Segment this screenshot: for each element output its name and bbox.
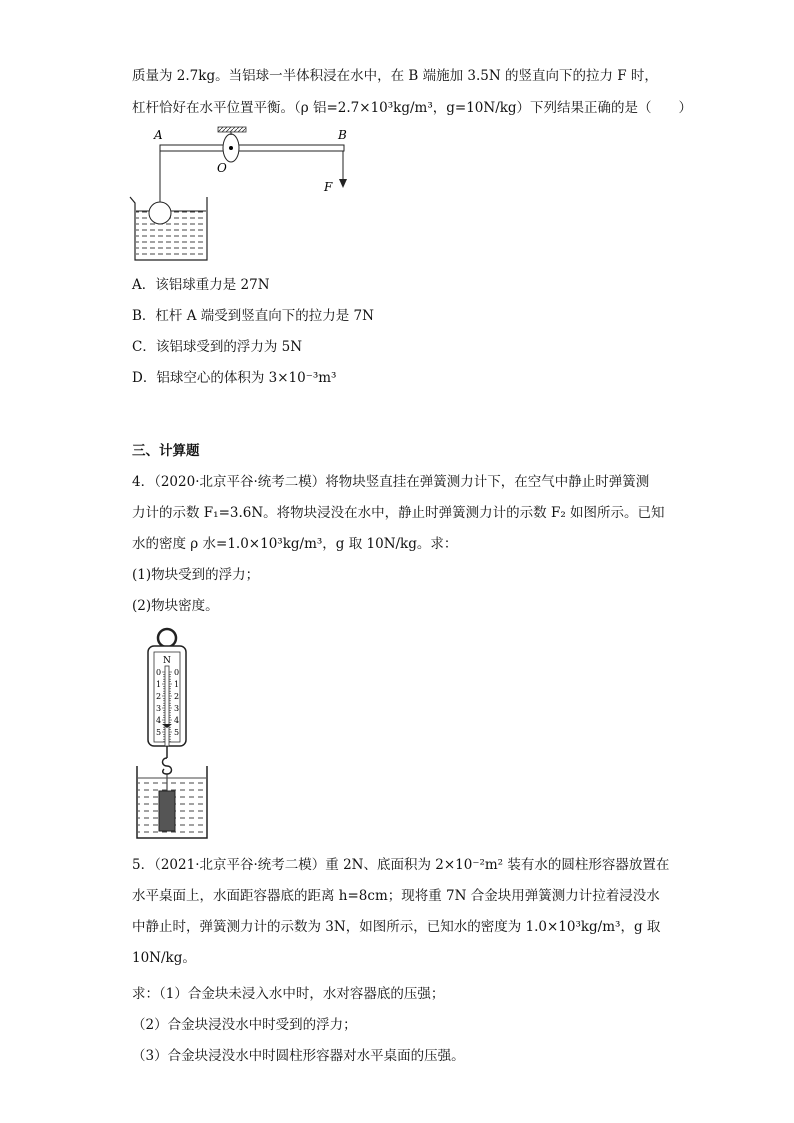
water — [136, 211, 206, 259]
scale-tick-label: 2 — [156, 692, 162, 701]
q5-sub-2: （2）合金块浸没水中时受到的浮力； — [132, 1017, 357, 1033]
scale-tick-label: 1 — [156, 680, 162, 689]
label-f: F — [324, 180, 333, 194]
section-title: 三、计算题 — [132, 443, 200, 459]
q3-text-line-1: 质量为 2.7kg。当铝球一半体积浸在水中，在 B 端施加 3.5N 的竖直向下的拉力 F 时， — [132, 68, 658, 84]
scale-tick-label: 5 — [156, 728, 162, 737]
scale-tick-label: 0 — [156, 668, 162, 677]
scale-tick-label: 5 — [174, 728, 180, 737]
block — [159, 791, 175, 831]
aluminum-ball — [149, 202, 171, 224]
scale-tick-label: 0 — [174, 668, 180, 677]
q5-line-2: 水平桌面上，水面距容器底的距离 h=8cm；现将重 7N 合金块用弹簧测力计拉着浸没水 — [132, 888, 660, 904]
scale-tick-label: 3 — [174, 704, 180, 713]
scale-tick-label: 3 — [156, 704, 162, 713]
spring-scale-figure — [134, 626, 224, 841]
q5-sub-3: （3）合金块浸没水中时圆柱形容器对水平桌面的压强。 — [132, 1048, 465, 1064]
label-a: A — [154, 128, 163, 142]
option-d: D．铝球空心的体积为 3×10⁻³m³ — [132, 370, 337, 386]
ceiling-support — [218, 127, 246, 132]
lever-figure — [125, 125, 365, 265]
top-ring — [158, 629, 176, 647]
unit-label: N — [163, 656, 171, 666]
scale-tick-label: 1 — [174, 680, 180, 689]
scale-tick-label: 4 — [174, 716, 180, 725]
scale-tick-label: 2 — [174, 692, 180, 701]
q5-line-4: 10N/kg。 — [132, 950, 196, 966]
q5-line-3: 中静止时，弹簧测力计的示数为 3N，如图所示，已知水的密度为 1.0×10³kg/m³，g 取 — [132, 919, 661, 935]
label-o: O — [217, 161, 227, 175]
label-b: B — [338, 128, 347, 142]
q4-sub-2: (2)物块密度。 — [132, 598, 219, 614]
option-c: C．该铝球受到的浮力为 5N — [132, 339, 303, 355]
q4-sub-1: (1)物块受到的浮力； — [132, 567, 260, 583]
option-a: A．该铝球重力是 27N — [132, 277, 270, 293]
scale-tick-label: 4 — [156, 716, 162, 725]
q5-sub-1: 求：（1）合金块未浸入水中时，水对容器底的压强； — [132, 986, 445, 1002]
lever-bar — [160, 145, 344, 151]
q3-text-line-2: 杠杆恰好在水平位置平衡。（ρ 铝=2.7×10³kg/m³，g=10N/kg）下列结果正确的是（ ） — [132, 100, 693, 116]
q4-line-3: 水的密度 ρ 水=1.0×10³kg/m³，g 取 10N/kg。求： — [132, 536, 458, 552]
q4-line-1: 4．（2020·北京平谷·统考二模）将物块竖直挂在弹簧测力计下，在空气中静止时弹簧测 — [132, 474, 650, 490]
q4-line-2: 力计的示数 F₁=3.6N。将物块浸没在水中，静止时弹簧测力计的示数 F₂ 如图所示。已知 — [132, 505, 665, 521]
hook — [163, 758, 172, 774]
option-b: B．杠杆 A 端受到竖直向下的拉力是 7N — [132, 308, 374, 324]
q5-line-1: 5．（2021·北京平谷·统考二模）重 2N、底面积为 2×10⁻²m² 装有水的圆柱形容器放置在 — [132, 857, 670, 873]
